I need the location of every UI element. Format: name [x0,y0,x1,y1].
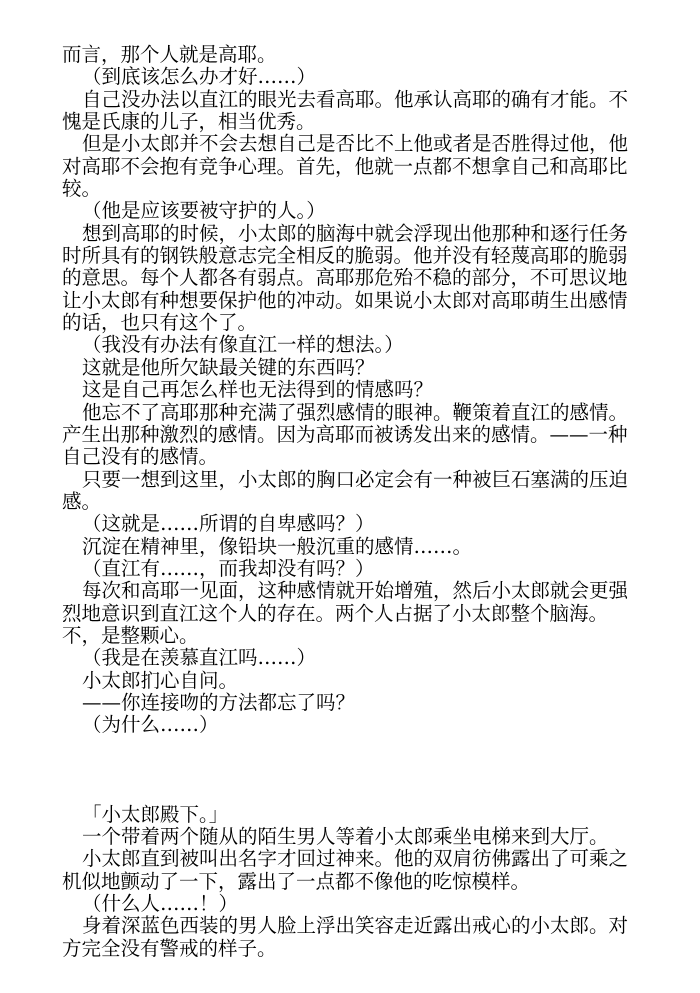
text-line: 这是自己再怎么样也无法得到的情感吗？ [82,379,434,402]
text-line: （他是应该要被守护的人。） [82,200,326,223]
text-line: 的意思。每个人都各有弱点。高耶那危殆不稳的部分，不可思议地 [62,267,628,290]
text-line: 「小太郎殿下。」 [82,803,229,826]
text-line: 只要一想到这里，小太郎的胸口必定会有一种被巨石塞满的压迫 [82,468,629,491]
text-line: ——你连接吻的方法都忘了吗？ [82,691,356,714]
text-line: 想到高耶的时候，小太郎的脑海中就会浮现出他那种和逐行任务 [82,222,629,245]
text-line: 愧是氏康的儿子，相当优秀。 [62,111,316,134]
text-line: 的话，也只有这个了。 [62,312,258,335]
text-line: 感。 [62,490,102,513]
section-break [62,737,640,804]
document-page [62,44,640,960]
text-line: 时所具有的钢铁般意志完全相反的脆弱。他并没有轻蔑高耶的脆弱 [62,245,628,268]
text-line: 而言，那个人就是高耶。 [62,44,277,66]
text-line: 方完全没有警戒的样子。 [62,937,277,960]
text-line: 自己没办法以直江的眼光去看高耶。他承认高耶的确有才能。不 [82,88,629,111]
text-line: 较。 [62,178,102,201]
text-line: （为什么……） [82,714,219,737]
text-line: 烈地意识到直江这个人的存在。两个人占据了小太郎整个脑海。 [62,602,609,625]
text-line: 沉淀在精神里，像铅块一般沉重的感情……。 [82,535,473,558]
text-line: 小太郎扪心自问。 [82,669,239,692]
text-section-1 [62,44,640,737]
text-line: （我没有办法有像直江一样的想法。） [82,334,404,357]
text-line: 但是小太郎并不会去想自己是否比不上他或者是否胜得过他，他 [82,133,629,156]
text-line: 身着深蓝色西装的男人脸上浮出笑容走近露出戒心的小太郎。对 [82,915,629,938]
text-line: （直江有……，而我却没有吗？） [82,557,375,580]
text-line: 一个带着两个随从的陌生男人等着小太郎乘坐电梯来到大厅。 [82,826,609,848]
text-line: （这就是……所谓的自卑感吗？） [82,513,375,536]
text-line: 自己没有的感情。 [62,446,219,469]
text-line: 产生出那种激烈的感情。因为高耶而被诱发出来的感情。——一种 [62,423,628,446]
text-line: 他忘不了高耶那种充满了强烈感情的眼神。鞭策着直江的感情。 [82,401,629,424]
text-line: 每次和高耶一见面，这种感情就开始增殖，然后小太郎就会更强 [82,580,629,603]
text-line: 对高耶不会抱有竞争心理。首先，他就一点都不想拿自己和高耶比 [62,155,628,178]
text-line: （我是在羡慕直江吗……） [82,647,317,670]
text-section-2 [62,804,640,960]
text-line: 小太郎直到被叫出名字才回过神来。他的双肩彷佛露出了可乘之 [82,848,629,871]
text-line: 让小太郎有种想要保护他的冲动。如果说小太郎对高耶萌生出感情 [62,289,628,312]
text-line: （什么人……！） [82,893,239,916]
text-line: 这就是他所欠缺最关键的东西吗？ [82,356,375,379]
text-line: 机似地颤动了一下，露出了一点都不像他的吃惊模样。 [62,870,531,893]
text-line: （到底该怎么办才好……） [82,66,317,89]
text-line: 不，是整颗心。 [62,624,199,647]
